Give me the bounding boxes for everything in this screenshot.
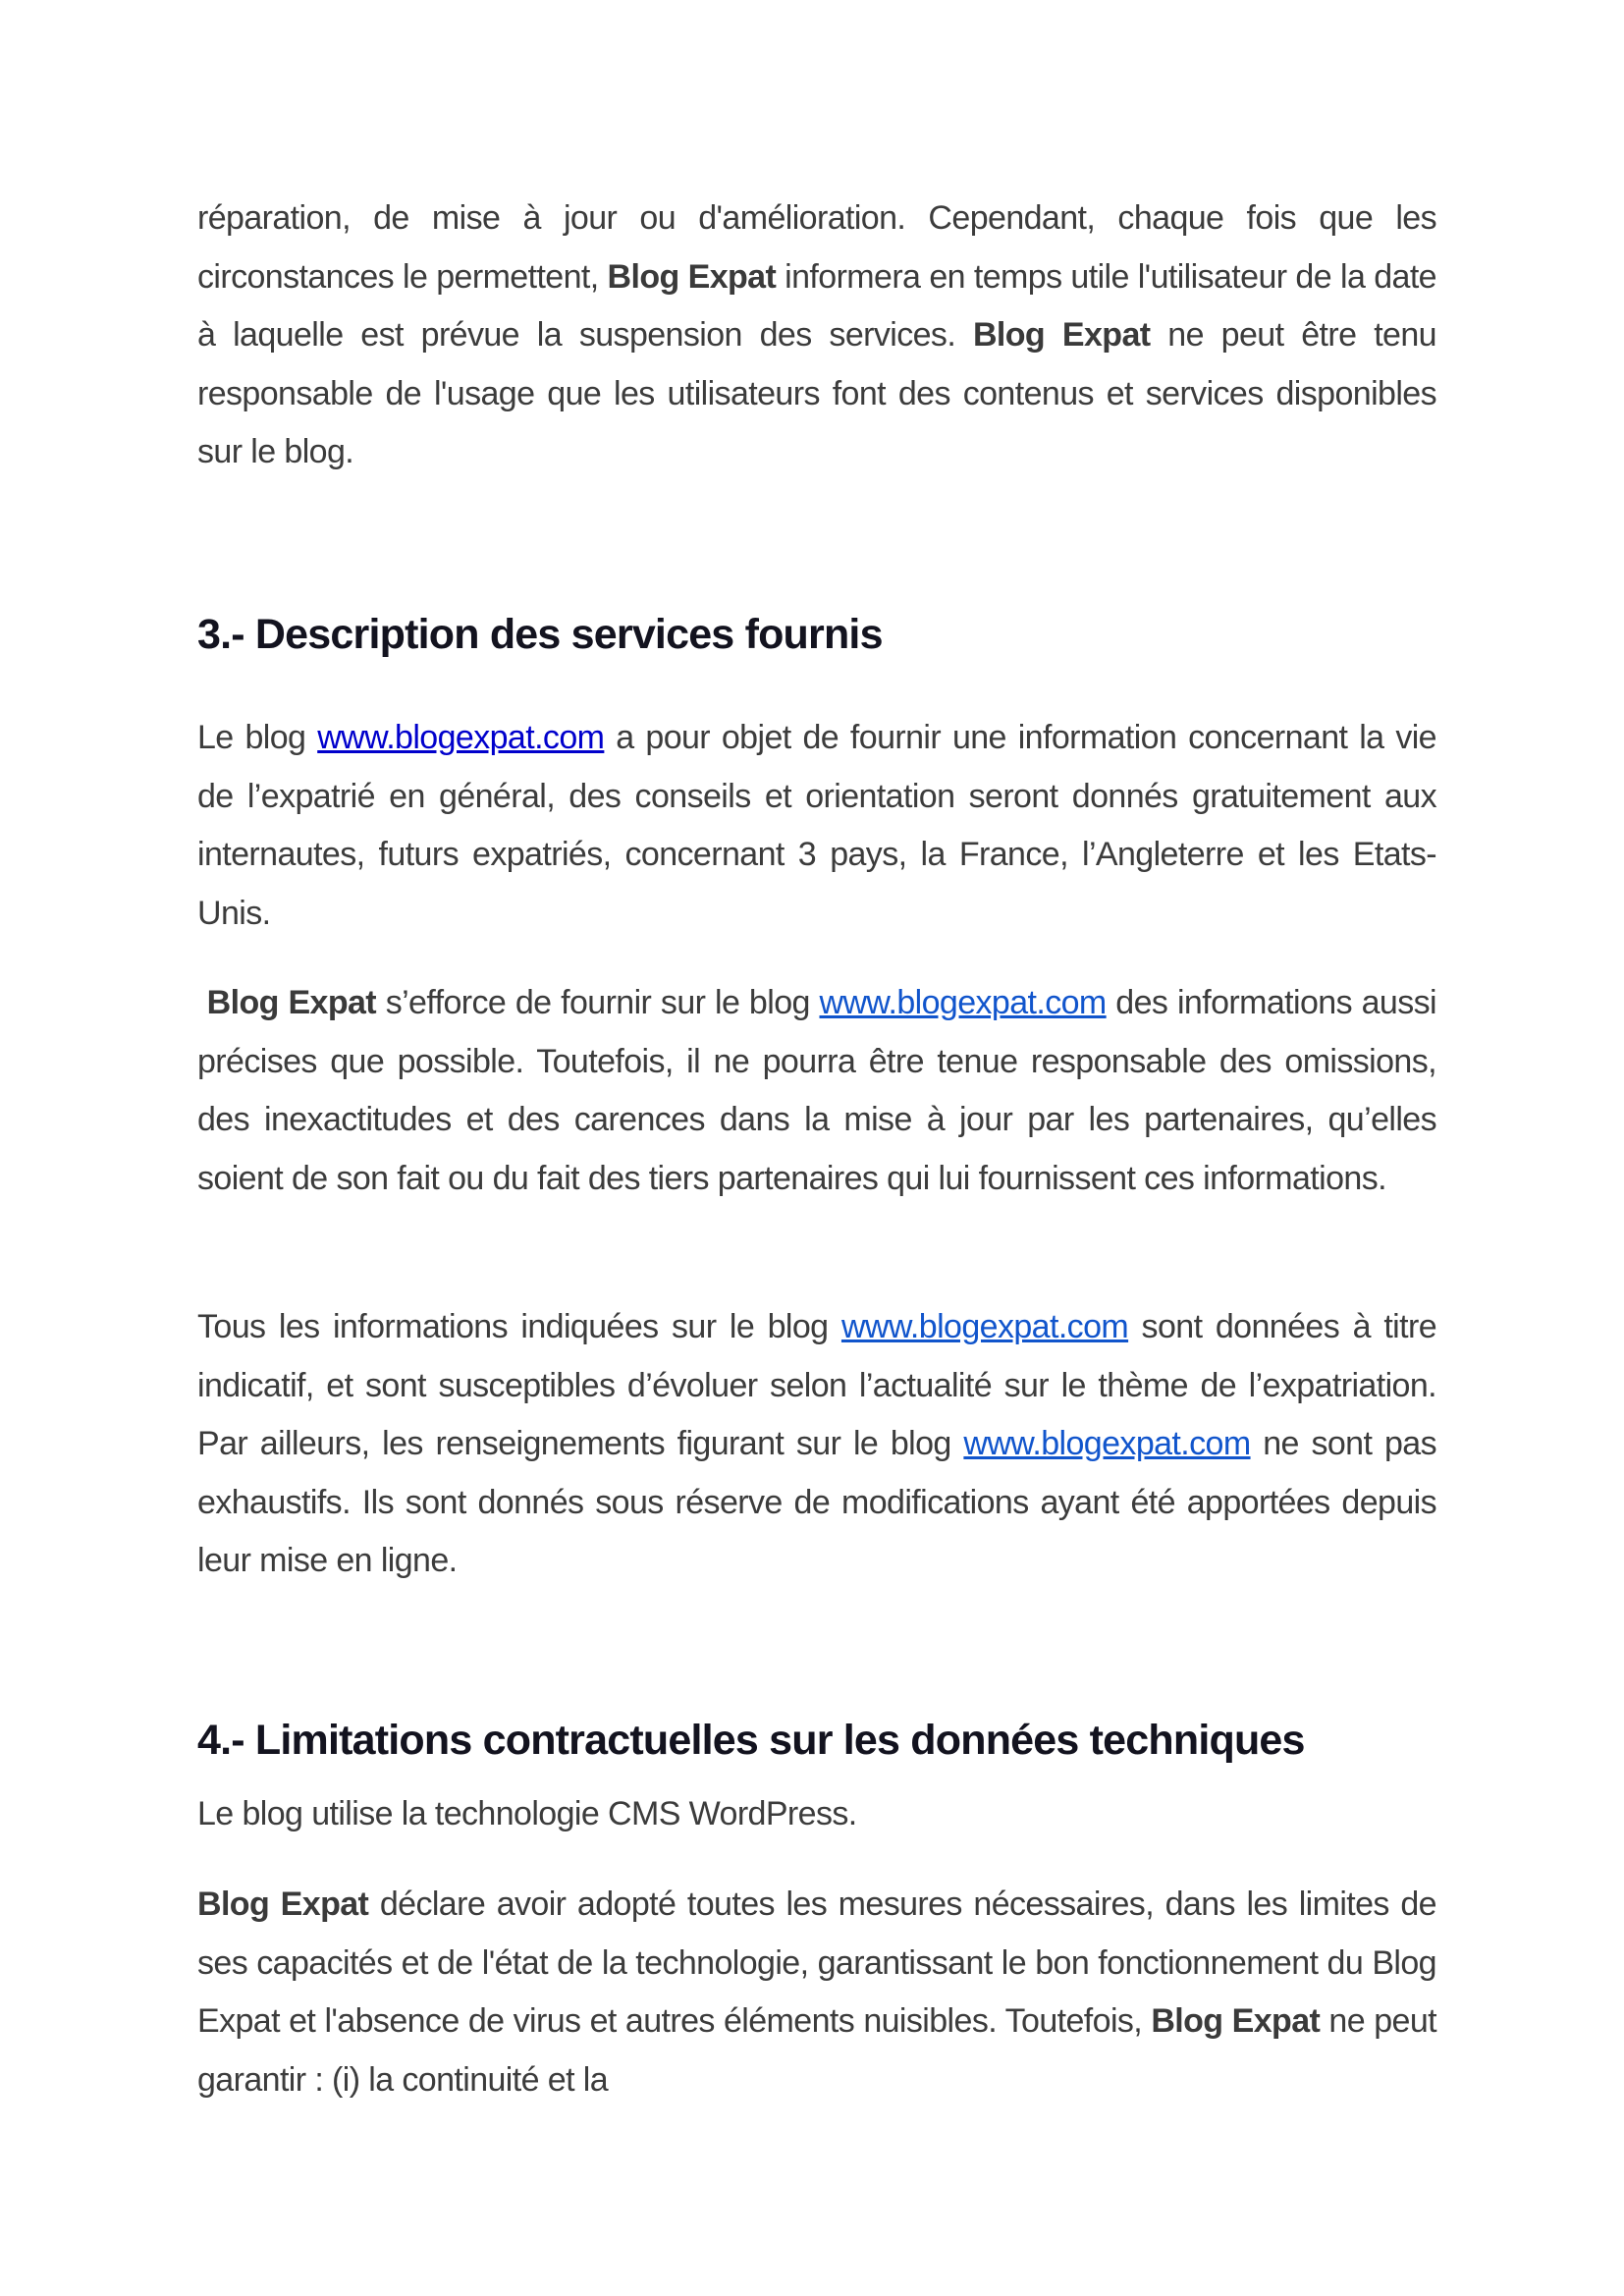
- text: Le blog: [197, 719, 318, 756]
- section-3-paragraph-1: [197, 709, 1436, 943]
- brand-name: Blog Expat: [197, 1886, 369, 1923]
- brand-name: Blog Expat: [972, 316, 1151, 354]
- text: des informations aussi précises que possible. Toutefois, il ne pourra être tenue responsable des omissions, des inexactitudes et des carences dans la mise à jour par les partenaires, qu’elles soient de son fait ou du fait des tiers partenaires qui lui fournissent ces informations.: [197, 984, 1436, 1197]
- section-3-paragraph-2: [197, 974, 1436, 1208]
- intro-paragraph: [197, 190, 1436, 482]
- brand-name: Blog Expat: [206, 984, 377, 1021]
- text: a pour objet de fournir une information concernant la vie de l’expatrié en général, des conseils et orientation seront donnés gratuitement aux internautes, futurs expatriés, concernant 3 pays, la France, l’Angleterre et les Etats-Unis.: [197, 719, 1436, 932]
- text: réparation, de mise à jour ou d'amélioration. Cependant, chaque fois que les circonstances le permettent,: [197, 199, 1436, 296]
- text: ne peut garantir : (i) la continuité et la: [197, 2002, 1436, 2099]
- text: sont données à titre indicatif, et sont susceptibles d’évoluer selon l’actualité sur le thème de l’expatriation. Par ailleurs, les renseignements figurant sur le blog: [197, 1308, 1436, 1462]
- section-4-heading: 4.- Limitations contractuelles sur les données techniques: [197, 1717, 1305, 1764]
- section-3-heading: 3.- Description des services fournis: [197, 611, 883, 658]
- text: s’efforce de fournir sur le blog: [376, 984, 820, 1021]
- blogexpat-link[interactable]: www.blogexpat.com: [963, 1425, 1251, 1462]
- section-3-paragraph-3: [197, 1298, 1436, 1591]
- section-4-paragraph-2: [197, 1876, 1436, 2109]
- text: informera en temps utile l'utilisateur de la date à laquelle est prévue la suspension des services.: [197, 257, 1436, 354]
- text: Tous les informations indiquées sur le blog: [197, 1308, 841, 1345]
- blogexpat-link[interactable]: www.blogexpat.com: [819, 984, 1107, 1021]
- text: déclare avoir adopté toutes les mesures nécessaires, dans les limites de ses capacités et de l'état de la technologie, garantissant le bon fonctionnement du Blog Expat et l'absence de virus et autres éléments nuisibles. Toutefois,: [197, 1886, 1436, 2040]
- brand-name: Blog Expat: [607, 257, 777, 296]
- section-4-paragraph-1: Le blog utilise la technologie CMS WordPress.: [197, 1795, 857, 1832]
- text: ne sont pas exhaustifs. Ils sont donnés sous réserve de modifications ayant été apportées depuis leur mise en ligne.: [197, 1425, 1436, 1579]
- blogexpat-link[interactable]: www.blogexpat.com: [840, 1308, 1129, 1345]
- brand-name: Blog Expat: [1151, 2002, 1321, 2040]
- text: ne peut être tenu responsable de l'usage que les utilisateurs font des contenus et services disponibles sur le blog.: [197, 316, 1436, 470]
- blogexpat-link[interactable]: www.blogexpat.com: [317, 719, 605, 756]
